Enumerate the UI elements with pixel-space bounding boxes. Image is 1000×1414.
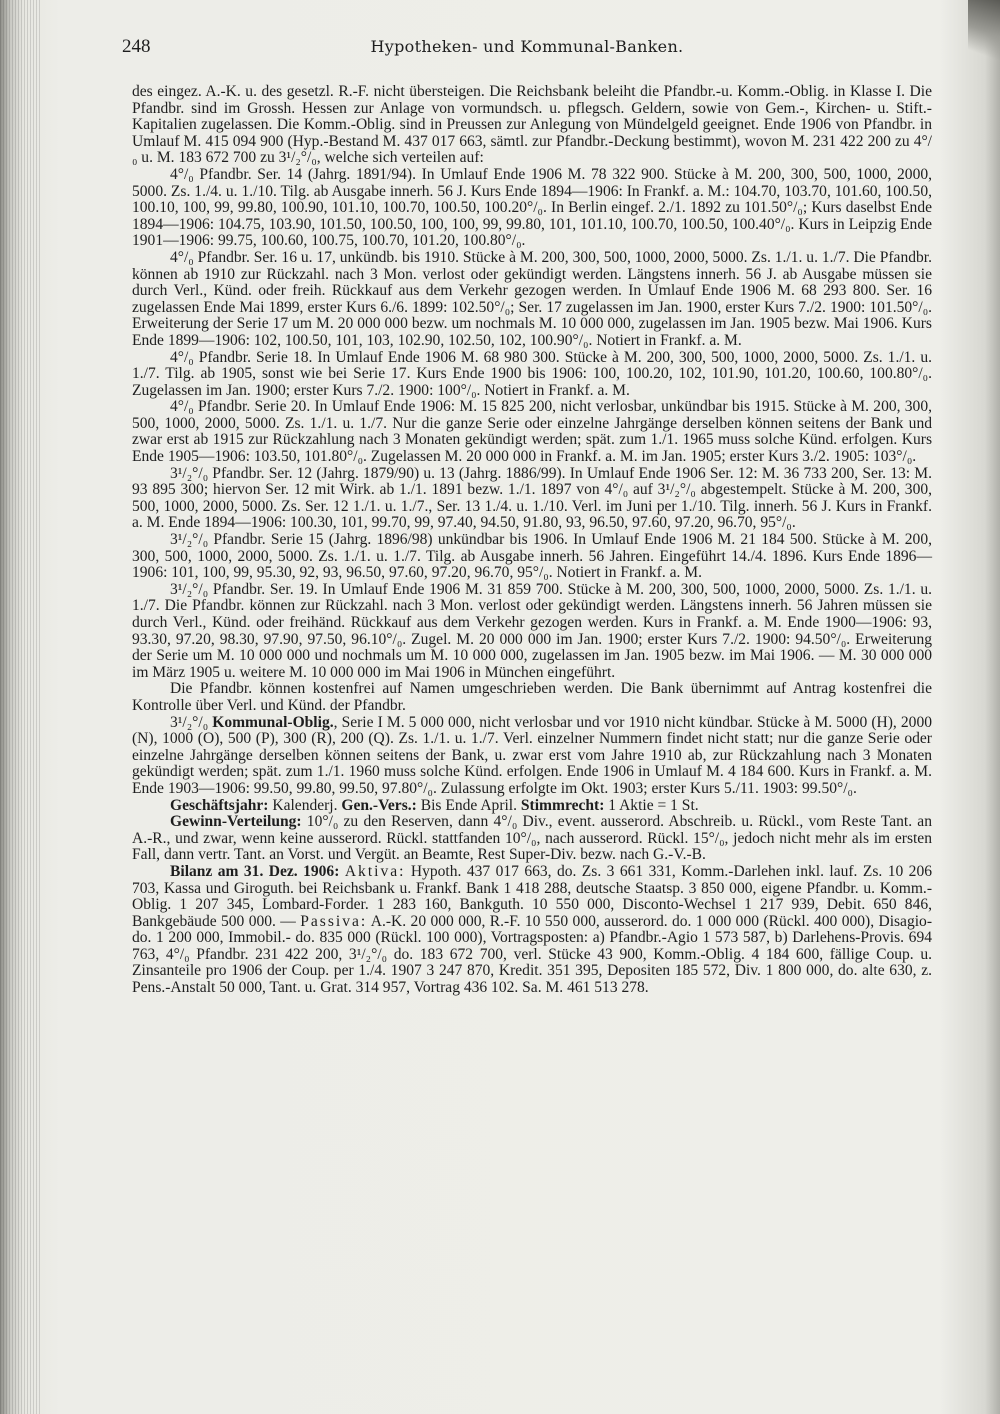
passiva-text: A.-K. 20 000 000, R.-F. 10 550 000, ausserord. do. 1 000 000 (Rückl. 400 000), Disagio-do. 1 200 000, Immobil.- do. 835 000 (Rückl. 100 000), Vortragsposten: a) Pfandbr.-Agio 1 573 587, b) Darlehens-Provis. 694 763, 4°/₀ Pfandbr. 231 422 200, 3¹/₂°/₀ do. 183 672 700, verl. Stücke 43 900, Komm.-Oblig. 4 184 600, fällige Coup. u. Zinsanteile pro 1906 der Coup. per 1./4. 1907 3 247 870, Kredit. 351 395, Depositen 185 572, Div. 1 800 000, do. alte 630, z. Pens.-Anstalt 50 000, Tant. u. Grat. 314 957, Vortrag 436 102. Sa. M. 461 513 278. [132,912,933,997]
paragraph-pfandbr-ser15: 3¹/₂°/₀ Pfandbr. Serie 15 (Jahrg. 1896/98) unkündbar bis 1906. In Umlauf Ende 1906 M. 21 184 500. Stücke à M. 200, 300, 500, 1000, 2000, 5000. Zs. 1./1. u. 1./7. Tilg. ab Ausgabe innerh. 56 Jahren. Eingeführt 14./4. 1896. Kurs Ende 1896—1906: 101, 100, 99, 95.30, 92, 93, 96.50, 97.60, 97.20, 96.70, 95°/₀. Notiert in Frankf. a. M. [132,531,932,582]
paragraph-pfandbr-ser12-13: 3¹/₂°/₀ Pfandbr. Ser. 12 (Jahrg. 1879/90) u. 13 (Jahrg. 1886/99). In Umlauf Ende 1906 Ser. 12: M. 36 733 200, Ser. 13: M. 93 895 300; hiervon Ser. 12 mit Wirk. ab 1./1. 1891 bezw. 1./1. 1897 von 4°/₀ auf 3¹/₂°/₀ abgestempelt. Stücke à M. 200, 300, 500, 1000, 2000, 5000. Zs. Ser. 12 1./1. u. 1./7., Ser. 13 1./4. u. 1./10. Verl. im Juni per 1./10. Tilg. innerh. 56 J. Kurs in Frankf. a. M. Ende 1894—1906: 100.30, 101, 99.70, 99, 97.40, 94.50, 91.80, 93, 96.50, 97.60, 97.20, 96.70, 95°/₀. [132,464,932,532]
paragraph-namensumschreibung: Die Pfandbr. können kostenfrei auf Namen umgeschrieben werden. Die Bank übernimmt auf Antrag kostenfrei die Kontrolle über Verl. und Künd. der Pfandbr. [132,680,932,714]
binding-gutter [0,0,40,1414]
geschaeftsjahr-value: Kalenderj. [268,796,342,814]
paragraph-bilanz [132,864,932,997]
page-body [132,84,932,1384]
page-header [122,36,932,62]
paragraph-pfandbr-ser19: 3¹/₂°/₀ Pfandbr. Ser. 19. In Umlauf Ende 1906 M. 31 859 700. Stücke à M. 200, 300, 500, 1000, 2000, 5000. Zs. 1./1. u. 1./7. Die Pfandbr. können zur Rückzahl. nach 3 Mon. verlost oder gekündigt werden. Längstens innerh. 56 Jahren müssen sie durch Verl., Künd. oder freihänd. Rückkauf aus dem Verkehr gezogen werden. Kurs in Frankf. a. M. Ende 1900—1906: 93, 93.30, 97.20, 98.30, 97.90, 97.50, 96.10°/₀. Zugel. M. 20 000 000 im Jan. 1900; erster Kurs 7./2. 1900: 94.50°/₀. Erweiterung der Serie um M. 10 000 000 und nochmals um M. 10 000 000, zugelassen im Jan. 1905 bezw. im Mai 1906. — M. 30 000 000 im März 1905 u. weitere M. 10 000 000 im Mai 1906 in München eingeführt. [132,580,932,681]
bilanz-label: Bilanz am 31. Dez. 1906: [170,862,340,880]
kommunal-text: , Serie I M. 5 000 000, nicht verlosbar und vor 1910 nicht kündbar. Stücke à M. 5000 (H), 2000 (N), 1000 (O), 500 (P), 300 (R), 200 (Q). Zs. 1./1. u. 1./7. Verl. einzelner Nummern findet nicht statt; nur die ganze Serie oder einzelne Jahrgänge derselben können seitens der Bank, u. zwar erst vom Jahre 1910 ab, zur Rückzahlung nach 3 Monaten gekündigt werden; spät. zum 1./1. 1960 muss solche Künd. erfolgen. Ende 1906 in Umlauf M. 4 184 600. Kurs in Frankf. a. M. Ende 1903—1906: 99.50, 99.80, 99.50, 97.80°/₀. Zulassung erfolgte im Okt. 1903; erster Kurs 5./11. 1903: 99.50°/₀. [132,713,933,797]
paragraph-gewinn-verteilung [132,814,932,864]
gen-vers-value: Bis Ende April. [416,796,521,814]
paragraph-pfandbr-ser16-17: 4°/₀ Pfandbr. Ser. 16 u. 17, unkündb. bis 1910. Stücke à M. 200, 300, 500, 1000, 2000, 5000. Zs. 1./1. u. 1./7. Die Pfandbr. können ab 1910 zur Rückzahl. nach 3 Mon. verlost oder gekündigt werden. Längstens innerh. 56 J. ab Ausgabe müssen sie durch Verl., Künd. oder freih. Rückkauf aus dem Verkehr gezogen werden. In Umlauf Ende 1906 M. 68 293 800. Ser. 16 zugelassen Ende Mai 1899, erster Kurs 6./6. 1899: 102.50°/₀; Ser. 17 zugelassen im Jan. 1900, erster Kurs 7./2. 1900: 101.50°/₀. Erweiterung der Serie 17 um M. 20 000 000 bezw. um nochmals M. 10 000 000, zugelassen im Jan. 1905 bezw. Mai 1906. Kurs Ende 1899—1906: 102, 100.50, 101, 103, 102.90, 102.50, 102, 100.90°/₀. Notiert in Frankf. a. M. [132,248,932,349]
paragraph-pfandbr-ser18: 4°/₀ Pfandbr. Serie 18. In Umlauf Ende 1906 M. 68 980 300. Stücke à M. 200, 300, 500, 1000, 2000, 5000. Zs. 1./1. u. 1./7. Tilg. ab 1905, sonst wie bei Serie 17. Kurs Ende 1900 bis 1906: 100, 100.20, 102, 101.90, 101.20, 100.60, 100.80°/₀. Zugelassen im Jan. 1900; erster Kurs 7./2. 1900: 100°/₀. Notiert in Frankf. a. M. [132,348,932,399]
running-head: Hypotheken- und Kommunal-Banken. [370,37,684,56]
paragraph-kommunal-oblig [132,715,932,798]
geschaeftsjahr-label: Geschäftsjahr: [170,796,269,814]
kommunal-rate: 3¹/₂°/₀ [170,713,209,731]
gewinn-text: 10°/₀ zu den Reserven, dann 4°/₀ Div., event. ausserord. Abschreib. u. Rückl., vom Reste Tant. an A.-R., und zwar, wenn keine ausserord. Rückl. stattfanden 10°/₀, nach ausserord. Rückl. 15°/₀, jedoch nicht mehr als im ersten Fall, dann vertr. Tant. an Vorst. und Vergüt. an Beamte, Rest Super-Div. bezw. nach G.-V.-B. [132,813,932,864]
page-number: 248 [122,36,151,57]
paragraph-pfandbr-ser14: 4°/₀ Pfandbr. Ser. 14 (Jahrg. 1891/94). In Umlauf Ende 1906 M. 78 322 900. Stücke à M. 200, 300, 500, 1000, 2000, 5000. Zs. 1./4. u. 1./10. Tilg. ab Ausgabe innerh. 56 J. Kurs Ende 1894—1906: In Frankf. a. M.: 104.70, 103.70, 101.60, 100.50, 100.10, 100, 99, 99.80, 100.90, 101.10, 100.70, 100.50, 100.20°/₀. In Berlin eingef. 2./1. 1892 zu 101.50°/₀; Kurs daselbst Ende 1894—1906: 104.75, 103.90, 101.50, 100.50, 100, 100, 99, 99.80, 101, 101.10, 100.70, 100.50, 100.40°/₀. Kurs in Leipzig Ende 1901—1906: 99.75, 100.60, 100.75, 100.70, 101.20, 100.80°/₀. [132,165,932,250]
passiva-label: Passiva: [300,912,368,930]
aktiva-text: Hypoth. 437 017 663, do. Zs. 3 661 331, Komm.-Darlehen inkl. lauf. Zs. 10 206 703, Kassa und Giroguth. bei Reichsbank u. Frankf. Bank 1 418 288, deutsche Staatsp. 3 850 000, eigene Pfandbr. u. Komm.-Oblig. 1 207 345, Lombard-Forder. 1 283 160, Bankguth. 10 550 000, Disconto-Wechsel 1 217 939, Debit. 650 846, Bankgebäude 500 000. — [132,862,933,930]
paragraph-geschaeftsjahr [132,798,932,815]
paragraph-intro: des eingez. A.-K. u. des gesetzl. R.-F. nicht übersteigen. Die Reichsbank beleiht die Pfandbr.-u. Komm.-Oblig. in Klasse I. Die Pfandbr. sind im Grossh. Hessen zur Anlage von vormundsch. u. pflegsch. Geldern, sowie von Gem.-, Kirchen- u. Stift.-Kapitalien zugelassen. Die Komm.-Oblig. sind in Preussen zur Anlegung von Mündelgeld geeignet. Ende 1906 von Pfandbr. in Umlauf M. 415 094 900 (Hyp.-Bestand M. 437 017 663, sämtl. zur Pfandbr.-Deckung bestimmt), wovon M. 231 422 200 zu 4°/₀ u. M. 183 672 700 zu 3¹/₂°/₀, welche sich verteilen auf: [132,83,932,167]
stimmrecht-label: Stimmrecht: [520,796,605,814]
gen-vers-label: Gen.-Vers.: [341,796,417,814]
stimmrecht-value: 1 Aktie = 1 St. [604,796,699,814]
paragraph-pfandbr-ser20: 4°/₀ Pfandbr. Serie 20. In Umlauf Ende 1906: M. 15 825 200, nicht verlosbar, unkündbar bis 1915. Stücke à M. 200, 300, 500, 1000, 2000, 5000. Zs. 1./1. u. 1./7. Nur die ganze Serie oder einzelne Jahrgänge derselben können seitens der Bank und zwar erst ab 1915 zur Rückzahlung nach 3 Monaten gekündigt werden; spät. zum 1./1. 1965 muss solche Künd. erfolgen. Kurs Ende 1905—1906: 103.50, 101.80°/₀. Zugelassen M. 20 000 000 in Frankf. a. M. im Jan. 1905; erster Kurs 3./2. 1905: 103°/₀. [132,398,932,466]
page-corner-shadow [968,0,1000,70]
gewinn-label: Gewinn-Verteilung: [170,813,302,831]
kommunal-heading: Kommunal-Oblig. [212,713,334,731]
aktiva-label: Aktiva: [344,862,406,880]
